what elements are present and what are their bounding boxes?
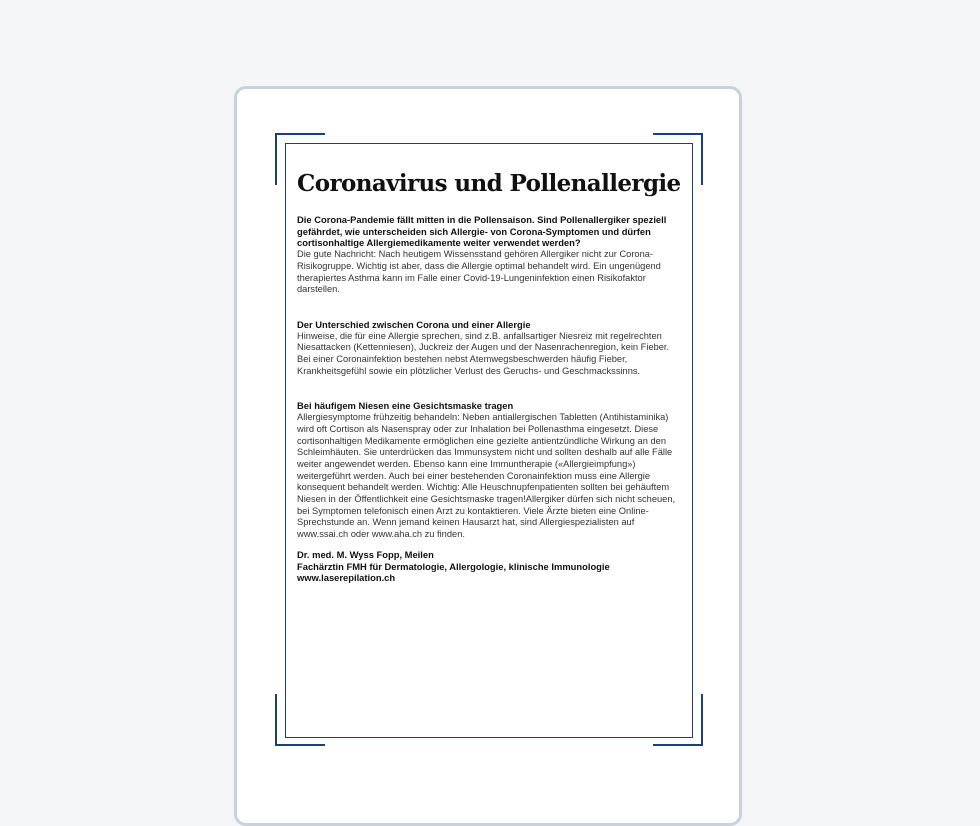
signature-name: Dr. med. M. Wyss Fopp, Meilen bbox=[297, 548, 434, 560]
section-heading-difference: Der Unterschied zwischen Corona und einer Allergie bbox=[297, 318, 531, 330]
spacer bbox=[297, 541, 683, 549]
spacer bbox=[297, 377, 683, 400]
spacer bbox=[297, 296, 683, 319]
article-title: Coronavirus und Pollenallergie bbox=[297, 170, 681, 197]
intro-question: Die Corona-Pandemie fällt mitten in die Pollensaison. Sind Pollenallergiker speziell gefährdet, wie unterscheiden sich Allergie- von Corona-Symptomen und dürfen cortisonhaltige Allergiemedikamente weiter verwendet werden? bbox=[297, 214, 667, 249]
signature-block bbox=[297, 549, 683, 584]
intro-body: Die gute Nachricht: Nach heutigem Wissensstand gehören Allergiker nicht zur Corona-Risikogruppe. Wichtig ist aber, dass die Allergie optimal behandelt wird. Ein ungenügend therapiertes Asthma kann im Falle einer Covid-19-Lungeninfektion einen Risikofaktor darstellen. bbox=[297, 249, 661, 295]
signature-website: www.laserepilation.ch bbox=[297, 572, 396, 584]
section-heading-mask: Bei häufigem Niesen eine Gesichtsmaske tragen bbox=[297, 400, 514, 412]
section-body-mask: Allergiesymptome frühzeitig behandeln: Neben antiallergischen Tabletten (Antihistaminika) wird oft Cortison als Nasenspray oder zur Inhalation bei Pollenasthma eingesetzt. Diese cortisonhaltigen Medikamente ermöglichen eine gezielte antientzündliche Wirkung an den Schleimhäuten. Sie unterdrücken das Immunsystem nicht und sollten deshalb auf alle Fälle weiter angewendet werden. Ebenso kann eine Immuntherapie («Allergieimpfung») weitergeführt werden. Auch bei einer bestehenden Coronainfektion muss eine Allergie konsequent behandelt werden. Wichtig: Alle Heuschnupfenpatienten sollten bei gehäuftem Niesen in der Öffentlichkeit eine Gesichtsmaske tragen!Allergiker dürfen sich nicht scheuen, bei Symptomen telefonisch einen Arzt zu kontaktieren. Viele Ärzte bieten eine Online-Sprechstunde an. Wenn jemand keinen Hausarzt hat, sind Allergiespezialisten auf www.ssai.ch oder www.aha.ch zu finden. bbox=[297, 412, 676, 540]
section-body-difference: Hinweise, die für eine Allergie sprechen, sind z.B. anfallsartiger Niesreiz mit regelrechten Niesattacken (Kettenniesen), Juckreiz der Augen und der Nasenrachenregion, kein Fieber. Bei einer Coronainfektion bestehen nebst Atemwegsbeschwerden häufig Fieber, Krankheitsgefühl sowie ein plötzlicher Verlust des Geruchs- und Geschmackssinns. bbox=[297, 330, 670, 376]
article-content bbox=[297, 170, 683, 584]
signature-title: Fachärztin FMH für Dermatologie, Allergologie, klinische Immunologie bbox=[297, 560, 610, 572]
